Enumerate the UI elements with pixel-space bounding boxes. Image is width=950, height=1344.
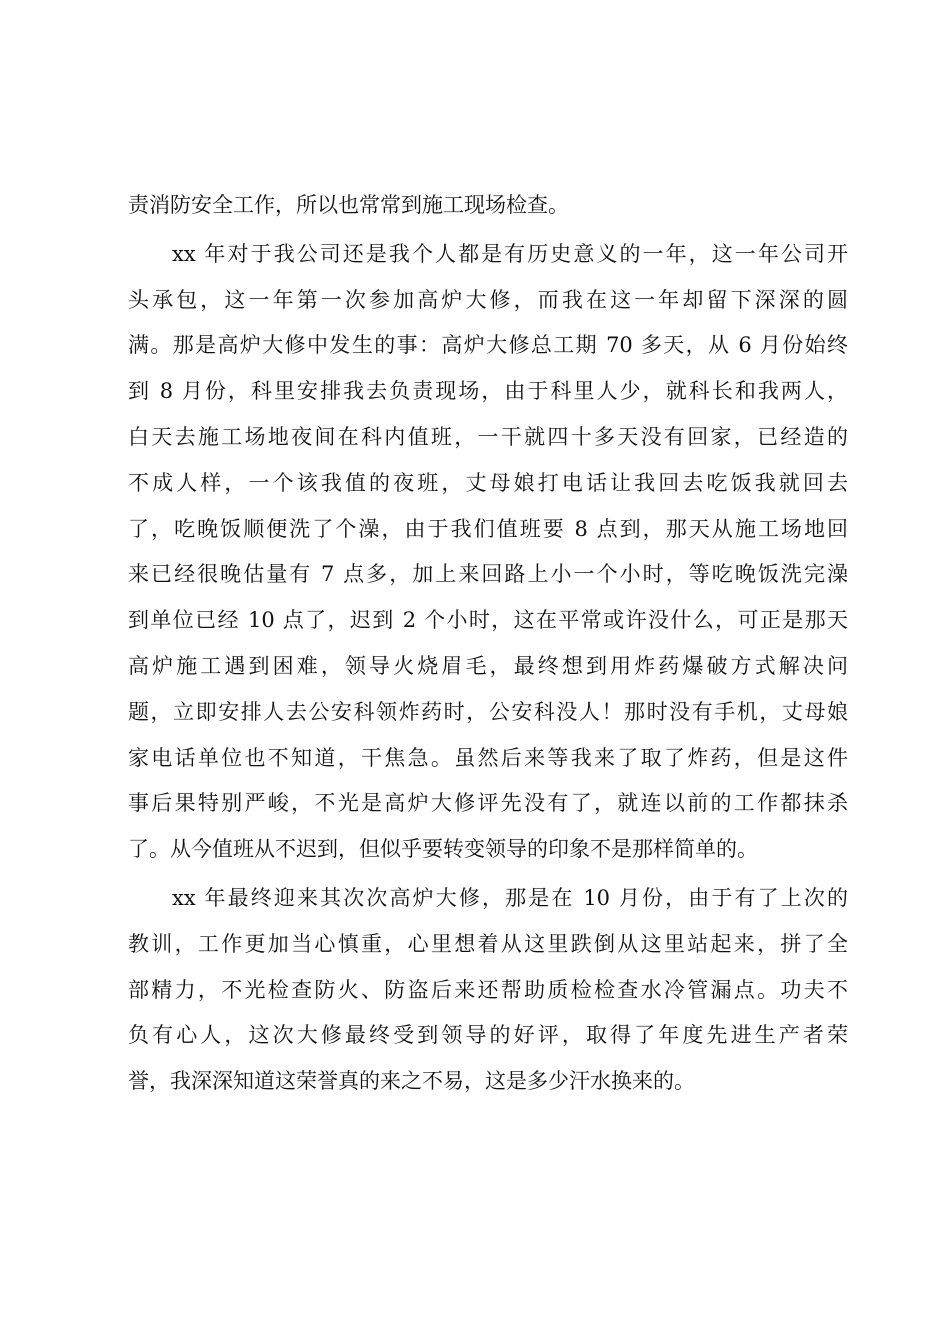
text-line: xx 年最终迎来其次次高炉大修，那是在 10 月份，由于有了上次的 <box>172 885 848 910</box>
text-line: 了。从今值班从不迟到，但似乎要转变领导的印象不是那样简单的。 <box>128 837 758 862</box>
text-line: 誉，我深深知道这荣誉真的来之不易，这是多少汗水换来的。 <box>128 1069 695 1094</box>
text-line: 家电话单位也不知道，干焦急。虽然后来等我来了取了炸药，但是这件 <box>128 745 848 770</box>
text-line: 教训，工作更加当心慎重，心里想着从这里跌倒从这里站起来，拼了全 <box>128 931 848 956</box>
text-line: 满。那是高炉大修中发生的事：高炉大修总工期 70 多天，从 6 月份始终 <box>128 333 848 358</box>
text-line: 了，吃晚饭顺便洗了个澡，由于我们值班要 8 点到，那天从施工场地回 <box>128 516 848 541</box>
text-line: 部精力，不光检查防火、防盗后来还帮助质检检查水冷管漏点。功夫不 <box>128 977 848 1002</box>
text-line: 负有心人，这次大修最终受到领导的好评，取得了年度先进生产者荣 <box>128 1023 848 1048</box>
text-line: 责消防安全工作，所以也常常到施工现场检查。 <box>128 193 569 217</box>
text-line: 到单位已经 10 点了，迟到 2 个小时，这在平常或许没什么，可正是那天 <box>128 608 848 633</box>
body-text <box>128 183 848 1105</box>
text-line: 不成人样，一个该我值的夜班，丈母娘打电话让我回去吃饭我就回去 <box>128 470 848 495</box>
text-line: 来已经很晚估量有 7 点多，加上来回路上小一个小时，等吃晚饭洗完澡 <box>128 562 848 587</box>
text-line: 头承包，这一年第一次参加高炉大修，而我在这一年却留下深深的圆 <box>128 287 848 312</box>
text-line: 高炉施工遇到困难，领导火烧眉毛，最终想到用炸药爆破方式解决问 <box>128 653 848 678</box>
text-line: xx 年对于我公司还是我个人都是有历史意义的一年，这一年公司开 <box>172 241 848 266</box>
text-line: 题，立即安排人去公安科领炸药时，公安科没人！那时没有手机，丈母娘 <box>128 699 848 724</box>
text-line: 到 8 月份，科里安排我去负责现场，由于科里人少，就科长和我两人， <box>128 379 848 404</box>
text-line: 事后果特别严峻，不光是高炉大修评先没有了，就连以前的工作都抹杀 <box>128 791 848 816</box>
text-line: 白天去施工场地夜间在科内值班，一干就四十多天没有回家，已经造的 <box>128 424 848 449</box>
